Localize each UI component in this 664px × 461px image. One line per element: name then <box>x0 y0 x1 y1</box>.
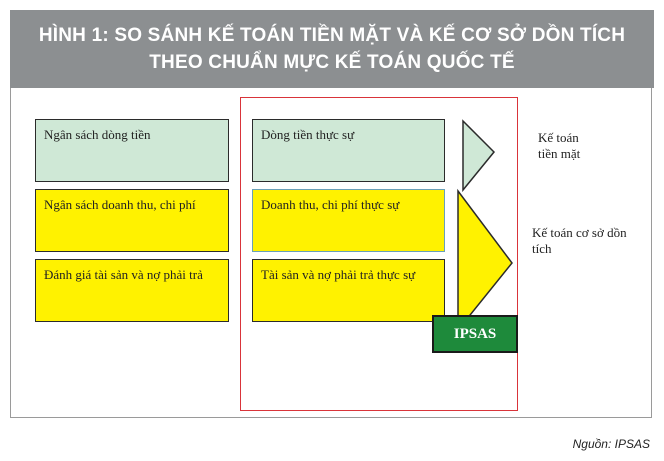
accrual-arrow <box>458 191 512 330</box>
source-caption: Nguồn: IPSAS <box>572 437 650 451</box>
actual-asset-liability-text: Tài sản và nợ phải trả thực sự <box>261 267 416 282</box>
ipsas-badge: IPSAS <box>432 315 518 353</box>
revenue-expense-budget-text: Ngân sách doanh thu, chi phí <box>44 197 196 212</box>
asset-liability-valuation-text: Đánh giá tài sản và nợ phải trả <box>44 267 203 282</box>
cash-arrow <box>463 121 494 190</box>
accrual-accounting-label: Kế toán cơ sở dồn tích <box>532 225 627 256</box>
cash-budget-text: Ngân sách dòng tiền <box>44 127 151 142</box>
cash-accounting-label: Kế toán tiền mặt <box>538 130 581 161</box>
actual-cash-flow-text: Dòng tiền thực sự <box>261 127 355 142</box>
actual-revenue-expense-text: Doanh thu, chi phí thực sự <box>261 197 400 212</box>
figure-title-line-1: HÌNH 1: SO SÁNH KẾ TOÁN TIỀN MẶT VÀ KẾ CƠ SỞ DỒN TÍCH <box>38 25 626 46</box>
figure-title-line-2: THEO CHUẨN MỰC KẾ TOÁN QUỐC TẾ <box>149 52 515 73</box>
